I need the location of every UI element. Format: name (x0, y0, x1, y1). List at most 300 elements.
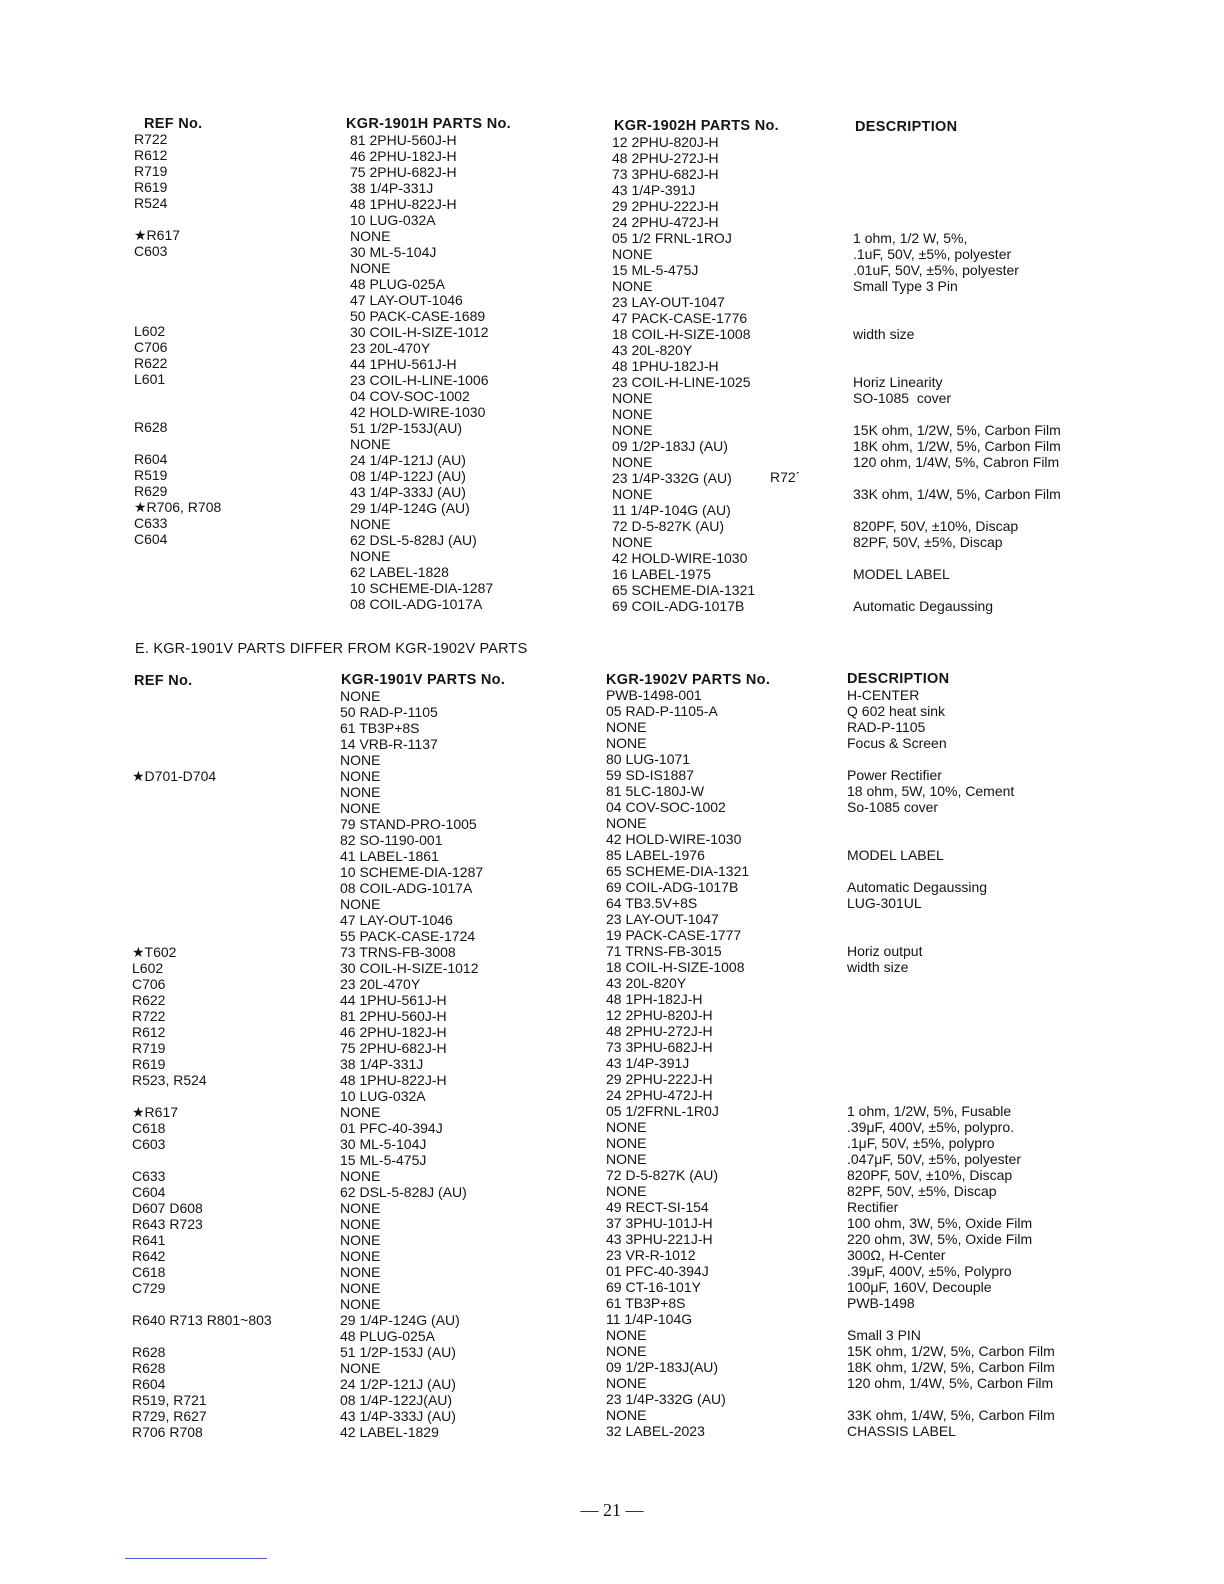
table-cell: R628 (132, 1344, 166, 1360)
table-cell: 24 2PHU-472J-H (612, 214, 719, 230)
table-cell: 10 LUG-032A (350, 212, 436, 228)
table-cell: C603 (132, 1136, 166, 1152)
table-cell: 30 ML-5-104J (350, 244, 437, 260)
table-cell: 1 ohm, 1/2 W, 5%, (853, 230, 968, 246)
table-cell: NONE (340, 752, 381, 768)
table-cell: 42 LABEL-1829 (340, 1424, 439, 1440)
table-cell: NONE (340, 1296, 381, 1312)
top-1902h-header: KGR-1902H PARTS No. (614, 118, 779, 134)
table-cell (134, 291, 221, 307)
table-cell (132, 704, 272, 720)
table-cell: 04 COV-SOC-1002 (606, 799, 726, 815)
top-1901h-parts-column (350, 132, 493, 612)
table-cell: 15K ohm, 1/2W, 5%, Carbon Film (847, 1343, 1055, 1359)
table-cell: SO-1085 cover (853, 390, 952, 406)
table-cell: 23 COIL-H-LINE-1006 (350, 372, 489, 388)
table-cell: NONE (340, 1232, 381, 1248)
table-cell (132, 736, 272, 752)
table-cell: 62 DSL-5-828J (AU) (340, 1184, 467, 1200)
table-cell: 80 LUG-1071 (606, 751, 691, 767)
table-cell (847, 911, 1055, 927)
table-cell: 08 1/4P-122J (AU) (350, 468, 466, 484)
table-cell: 65 SCHEME-DIA-1321 (606, 863, 750, 879)
table-cell: NONE (606, 1183, 647, 1199)
table-cell: R628 (132, 1360, 166, 1376)
table-cell: R629 (134, 483, 168, 499)
table-cell: 23 LAY-OUT-1047 (606, 911, 719, 927)
table-cell: 81 2PHU-560J-H (340, 1008, 447, 1024)
table-cell: 50 PACK-CASE-1689 (350, 308, 486, 324)
table-cell: L602 (134, 323, 166, 339)
table-cell: 42 HOLD-WIRE-1030 (606, 831, 742, 847)
table-cell: 29 2PHU-222J-H (612, 198, 719, 214)
table-cell: 61 TB3P+8S (606, 1295, 686, 1311)
table-cell: ★D701-D704 (132, 768, 217, 784)
top-ref-column (134, 131, 221, 547)
table-cell: R729, R627 (132, 1408, 207, 1424)
table-cell: ★R617 (134, 227, 181, 243)
table-cell: 120 ohm, 1/4W, 5%, Carbon Film (847, 1375, 1054, 1391)
table-cell: 48 1PH-182J-H (606, 991, 703, 1007)
table-cell (132, 816, 272, 832)
table-cell: 120 ohm, 1/4W, 5%, Cabron Film (853, 454, 1060, 470)
table-cell: NONE (612, 486, 653, 502)
table-cell: 72 D-5-827K (AU) (606, 1167, 719, 1183)
table-cell: 47 PACK-CASE-1776 (612, 310, 748, 326)
table-cell: NONE (612, 390, 653, 406)
table-cell: NONE (606, 735, 647, 751)
table-cell: 05 1/2FRNL-1R0J (606, 1103, 719, 1119)
table-cell: 15 ML-5-475J (340, 1152, 427, 1168)
table-cell: 48 1PHU-822J-H (340, 1072, 447, 1088)
bottom-description-header: DESCRIPTION (847, 671, 950, 687)
table-cell: R719 (132, 1040, 166, 1056)
table-cell: 23 20L-470Y (350, 340, 431, 356)
table-cell: 38 1/4P-331J (340, 1056, 424, 1072)
table-cell: NONE (340, 768, 381, 784)
table-cell: NONE (606, 1375, 647, 1391)
bottom-ref-column (132, 688, 272, 1440)
table-cell: 42 HOLD-WIRE-1030 (350, 404, 486, 420)
table-cell: NONE (350, 436, 391, 452)
table-cell: 48 2PHU-272J-H (612, 150, 719, 166)
table-cell: ★T602 (132, 944, 177, 960)
table-cell: R628 (134, 419, 168, 435)
table-cell: 47 LAY-OUT-1046 (350, 292, 463, 308)
table-cell: .01uF, 50V, ±5%, polyester (853, 262, 1019, 278)
table-cell: 44 1PHU-561J-H (340, 992, 447, 1008)
table-cell (847, 1007, 1055, 1023)
table-cell: 49 RECT-SI-154 (606, 1199, 709, 1215)
table-cell: 23 1/4P-332G (AU) (606, 1391, 726, 1407)
table-cell: NONE (606, 1343, 647, 1359)
table-cell: 08 COIL-ADG-1017A (350, 596, 483, 612)
table-cell (853, 358, 1061, 374)
table-cell: NONE (340, 896, 381, 912)
table-cell: NONE (340, 1104, 381, 1120)
table-cell: 30 COIL-H-SIZE-1012 (350, 324, 489, 340)
table-cell: 51 1/2P-153J (AU) (340, 1344, 456, 1360)
table-cell: 23 1/4P-332G (AU) (612, 470, 732, 486)
table-cell: 43 1/4P-333J (AU) (350, 484, 466, 500)
table-cell: 75 2PHU-682J-H (340, 1040, 447, 1056)
table-cell: 19 PACK-CASE-1777 (606, 927, 742, 943)
table-cell: H-CENTER (847, 687, 920, 703)
table-cell: 43 1/4P-391J (612, 182, 696, 198)
table-cell: 43 1/4P-333J (AU) (340, 1408, 456, 1424)
table-cell (853, 502, 1061, 518)
table-cell (132, 832, 272, 848)
table-cell: 55 PACK-CASE-1724 (340, 928, 476, 944)
table-cell: 18 COIL-H-SIZE-1008 (606, 959, 745, 975)
table-cell: 82 SO-1190-001 (340, 832, 443, 848)
table-cell: NONE (350, 228, 391, 244)
table-cell: R619 (134, 179, 168, 195)
bottom-description-column (847, 687, 1055, 1439)
table-cell: 73 3PHU-682J-H (606, 1039, 713, 1055)
table-cell: R641 (132, 1232, 166, 1248)
table-cell: RAD-P-1105 (847, 719, 926, 735)
table-cell: NONE (340, 1168, 381, 1184)
table-cell: 24 1/2P-121J (AU) (340, 1376, 456, 1392)
table-cell (134, 211, 221, 227)
table-cell: 43 20L-820Y (612, 342, 693, 358)
table-cell: 220 ohm, 3W, 5%, Oxide Film (847, 1231, 1033, 1247)
table-cell (853, 470, 1061, 486)
table-cell: 44 1PHU-561J-H (350, 356, 457, 372)
table-cell: 81 5LC-180J-W (606, 783, 705, 799)
table-cell: CHASSIS LABEL (847, 1423, 956, 1439)
table-cell: 65 SCHEME-DIA-1321 (612, 582, 756, 598)
table-cell: R622 (132, 992, 166, 1008)
table-cell (847, 1391, 1055, 1407)
top-description-column (853, 134, 1061, 614)
table-cell: 71 TRNS-FB-3015 (606, 943, 722, 959)
table-cell: 48 PLUG-025A (340, 1328, 435, 1344)
table-cell (853, 406, 1061, 422)
table-cell: R640 R713 R801~803 (132, 1312, 272, 1328)
table-cell: 23 20L-470Y (340, 976, 421, 992)
table-cell: NONE (612, 246, 653, 262)
table-cell (134, 403, 221, 419)
table-cell: R604 (134, 451, 168, 467)
table-cell: 12 2PHU-820J-H (612, 134, 719, 150)
table-cell: 59 SD-IS1887 (606, 767, 694, 783)
table-cell: Q 602 heat sink (847, 703, 946, 719)
table-cell (853, 198, 1061, 214)
table-cell (847, 991, 1055, 1007)
table-cell (853, 182, 1061, 198)
table-cell (847, 815, 1055, 831)
table-cell: 08 COIL-ADG-1017A (340, 880, 473, 896)
table-cell: C618 (132, 1120, 166, 1136)
table-cell (853, 342, 1061, 358)
table-cell: NONE (606, 1151, 647, 1167)
table-cell: 18 COIL-H-SIZE-1008 (612, 326, 751, 342)
table-cell: 69 COIL-ADG-1017B (606, 879, 739, 895)
table-cell: R619 (132, 1056, 166, 1072)
table-cell (132, 928, 272, 944)
table-cell: width size (853, 326, 915, 342)
table-cell: 33K ohm, 1/4W, 5%, Carbon Film (853, 486, 1061, 502)
table-cell: Small Type 3 Pin (853, 278, 958, 294)
table-cell: Small 3 PIN (847, 1327, 921, 1343)
table-cell: 85 LABEL-1976 (606, 847, 705, 863)
table-cell: NONE (606, 1119, 647, 1135)
top-ref-header: REF No. (144, 116, 203, 132)
table-cell: width size (847, 959, 909, 975)
page-number: — 21 — (580, 1500, 644, 1520)
table-cell: PWB-1498-001 (606, 687, 702, 703)
table-cell: NONE (350, 516, 391, 532)
table-cell: 24 1/4P-121J (AU) (350, 452, 466, 468)
table-cell: 75 2PHU-682J-H (350, 164, 457, 180)
table-cell: NONE (340, 1216, 381, 1232)
table-cell: 05 RAD-P-1105-A (606, 703, 718, 719)
table-cell: NONE (340, 1264, 381, 1280)
table-cell: 62 LABEL-1828 (350, 564, 449, 580)
table-cell: Rectifier (847, 1199, 899, 1215)
table-cell: 14 VRB-R-1137 (340, 736, 438, 752)
table-cell: C729 (132, 1280, 166, 1296)
table-cell: R622 (134, 355, 168, 371)
table-cell: Focus & Screen (847, 735, 947, 751)
table-cell: 11 1/4P-104G (606, 1311, 693, 1327)
table-cell: 23 VR-R-1012 (606, 1247, 696, 1263)
bottom-1901v-header: KGR-1901V PARTS No. (341, 672, 506, 688)
table-cell: 46 2PHU-182J-H (340, 1024, 447, 1040)
table-cell: NONE (606, 1407, 647, 1423)
table-cell: 41 LABEL-1861 (340, 848, 439, 864)
table-cell: 82PF, 50V, ±5%, Discap (847, 1183, 997, 1199)
table-cell: 69 CT-16-101Y (606, 1279, 701, 1295)
table-cell: 42 HOLD-WIRE-1030 (612, 550, 748, 566)
table-cell: 01 PFC-40-394J (340, 1120, 443, 1136)
table-cell (853, 134, 1061, 150)
top-1901h-header: KGR-1901H PARTS No. (346, 116, 511, 132)
table-cell: 16 LABEL-1975 (612, 566, 711, 582)
top-description-header: DESCRIPTION (855, 119, 958, 135)
table-cell: R523, R524 (132, 1072, 207, 1088)
table-cell: 48 1PHU-822J-H (350, 196, 457, 212)
table-cell: NONE (340, 688, 381, 704)
table-cell: NONE (612, 422, 653, 438)
stray-ref-note: R72´ (770, 469, 801, 485)
table-cell (847, 1023, 1055, 1039)
table-cell: L602 (132, 960, 164, 976)
table-cell: 37 3PHU-101J-H (606, 1215, 713, 1231)
table-cell (132, 1328, 272, 1344)
table-cell: 01 PFC-40-394J (606, 1263, 709, 1279)
table-cell: NONE (612, 534, 653, 550)
table-cell: 51 1/2P-153J(AU) (350, 420, 463, 436)
table-cell (847, 751, 1055, 767)
table-cell (134, 275, 221, 291)
table-cell: MODEL LABEL (853, 566, 950, 582)
table-cell (847, 863, 1055, 879)
table-cell: 48 1PHU-182J-H (612, 358, 719, 374)
table-cell: 10 LUG-032A (340, 1088, 426, 1104)
table-cell: 82PF, 50V, ±5%, Discap (853, 534, 1003, 550)
table-cell: 05 1/2 FRNL-1ROJ (612, 230, 732, 246)
table-cell: R722 (134, 131, 168, 147)
table-cell: NONE (612, 454, 653, 470)
table-cell: 23 COIL-H-LINE-1025 (612, 374, 751, 390)
bottom-1902v-parts-column (606, 687, 749, 1439)
table-cell (847, 1071, 1055, 1087)
table-cell (132, 848, 272, 864)
table-cell (847, 927, 1055, 943)
table-cell: C604 (134, 531, 168, 547)
table-cell: 73 TRNS-FB-3008 (340, 944, 456, 960)
table-cell: Horiz output (847, 943, 923, 959)
table-cell: Power Rectifier (847, 767, 942, 783)
table-cell (847, 1039, 1055, 1055)
table-cell: R519, R721 (132, 1392, 207, 1408)
table-cell: C706 (132, 976, 166, 992)
table-cell (132, 864, 272, 880)
table-cell: R719 (134, 163, 168, 179)
table-cell: ★R617 (132, 1104, 179, 1120)
table-cell (132, 880, 272, 896)
table-cell: 15 ML-5-475J (612, 262, 699, 278)
table-cell (847, 831, 1055, 847)
table-cell: 64 TB3.5V+8S (606, 895, 698, 911)
table-cell: .1μF, 50V, ±5%, polypro (847, 1135, 995, 1151)
table-cell: 29 1/4P-124G (AU) (340, 1312, 460, 1328)
table-cell (853, 550, 1061, 566)
table-cell: 100 ohm, 3W, 5%, Oxide Film (847, 1215, 1033, 1231)
table-cell: 72 D-5-827K (AU) (612, 518, 725, 534)
table-cell (134, 387, 221, 403)
table-cell: MODEL LABEL (847, 847, 944, 863)
table-cell: D607 D608 (132, 1200, 203, 1216)
table-cell (847, 1055, 1055, 1071)
footnote-rule (125, 1558, 267, 1559)
table-cell: NONE (606, 1135, 647, 1151)
table-cell: 15K ohm, 1/2W, 5%, Carbon Film (853, 422, 1061, 438)
table-cell: .047μF, 50V, ±5%, polyester (847, 1151, 1022, 1167)
table-cell (847, 1311, 1055, 1327)
table-cell: So-1085 cover (847, 799, 939, 815)
table-cell: R612 (134, 147, 168, 163)
table-cell: R519 (134, 467, 168, 483)
table-cell: 18K ohm, 1/2W, 5%, Carbon Film (853, 438, 1061, 454)
table-cell: NONE (340, 1280, 381, 1296)
table-cell: 79 STAND-PRO-1005 (340, 816, 477, 832)
table-cell: 24 2PHU-472J-H (606, 1087, 713, 1103)
table-cell: 08 1/4P-122J(AU) (340, 1392, 453, 1408)
table-cell (132, 896, 272, 912)
table-cell: NONE (606, 719, 647, 735)
table-cell: Automatic Degaussing (847, 879, 988, 895)
table-cell: Automatic Degaussing (853, 598, 994, 614)
table-cell: NONE (340, 784, 381, 800)
table-cell: 62 DSL-5-828J (AU) (350, 532, 477, 548)
table-cell: C618 (132, 1264, 166, 1280)
bottom-1901v-parts-column (340, 688, 483, 1440)
table-cell: 820PF, 50V, ±10%, Discap (847, 1167, 1013, 1183)
bottom-ref-header: REF No. (134, 673, 193, 689)
table-cell: C633 (132, 1168, 166, 1184)
table-cell: R604 (132, 1376, 166, 1392)
table-cell (847, 1087, 1055, 1103)
table-cell: LUG-301UL (847, 895, 922, 911)
table-cell: .1uF, 50V, ±5%, polyester (853, 246, 1012, 262)
table-cell (853, 310, 1061, 326)
table-cell (847, 975, 1055, 991)
table-cell: .39μF, 400V, ±5%, polypro. (847, 1119, 1015, 1135)
table-cell (132, 1152, 272, 1168)
table-cell: 10 SCHEME-DIA-1287 (350, 580, 494, 596)
table-cell: 1 ohm, 1/2W, 5%, Fusable (847, 1103, 1012, 1119)
table-cell: 69 COIL-ADG-1017B (612, 598, 745, 614)
table-cell: 04 COV-SOC-1002 (350, 388, 470, 404)
table-cell (132, 912, 272, 928)
table-cell: 09 1/2P-183J(AU) (606, 1359, 719, 1375)
table-cell: NONE (606, 1327, 647, 1343)
table-cell: 29 1/4P-124G (AU) (350, 500, 470, 516)
table-cell (134, 307, 221, 323)
table-cell: 47 LAY-OUT-1046 (340, 912, 453, 928)
table-cell: NONE (606, 815, 647, 831)
table-cell: 18 ohm, 5W, 10%, Cement (847, 783, 1015, 799)
top-1902h-parts-column (612, 134, 755, 614)
table-cell: R612 (132, 1024, 166, 1040)
table-cell: C603 (134, 243, 168, 259)
table-cell: NONE (350, 260, 391, 276)
table-cell: NONE (612, 406, 653, 422)
table-cell: R524 (134, 195, 168, 211)
table-cell: R643 R723 (132, 1216, 203, 1232)
table-cell (853, 166, 1061, 182)
table-cell: 29 2PHU-222J-H (606, 1071, 713, 1087)
table-cell: NONE (340, 800, 381, 816)
table-cell: 32 LABEL-2023 (606, 1423, 705, 1439)
table-cell: 46 2PHU-182J-H (350, 148, 457, 164)
table-cell: 38 1/4P-331J (350, 180, 434, 196)
table-cell: C633 (134, 515, 168, 531)
table-cell: NONE (350, 548, 391, 564)
table-cell: Horiz Linearity (853, 374, 943, 390)
table-cell (853, 150, 1061, 166)
table-cell (134, 259, 221, 275)
table-cell: NONE (340, 1360, 381, 1376)
table-cell (853, 582, 1061, 598)
table-cell: L601 (134, 371, 166, 387)
table-cell: 12 2PHU-820J-H (606, 1007, 713, 1023)
table-cell: 30 ML-5-104J (340, 1136, 427, 1152)
table-cell: 48 PLUG-025A (350, 276, 445, 292)
table-cell (132, 800, 272, 816)
table-cell: R706 R708 (132, 1424, 203, 1440)
table-cell: 81 2PHU-560J-H (350, 132, 457, 148)
table-cell: PWB-1498 (847, 1295, 915, 1311)
table-cell (132, 688, 272, 704)
table-cell: R642 (132, 1248, 166, 1264)
table-cell (132, 720, 272, 736)
table-cell: 30 COIL-H-SIZE-1012 (340, 960, 479, 976)
table-cell: 33K ohm, 1/4W, 5%, Carbon Film (847, 1407, 1055, 1423)
table-cell (132, 752, 272, 768)
table-cell: ★R706, R708 (134, 499, 222, 515)
table-cell: C706 (134, 339, 168, 355)
table-cell: 11 1/4P-104G (AU) (612, 502, 731, 518)
table-cell: 43 3PHU-221J-H (606, 1231, 713, 1247)
table-cell: 43 20L-820Y (606, 975, 687, 991)
table-cell (132, 784, 272, 800)
table-cell: 100μF, 160V, Decouple (847, 1279, 992, 1295)
